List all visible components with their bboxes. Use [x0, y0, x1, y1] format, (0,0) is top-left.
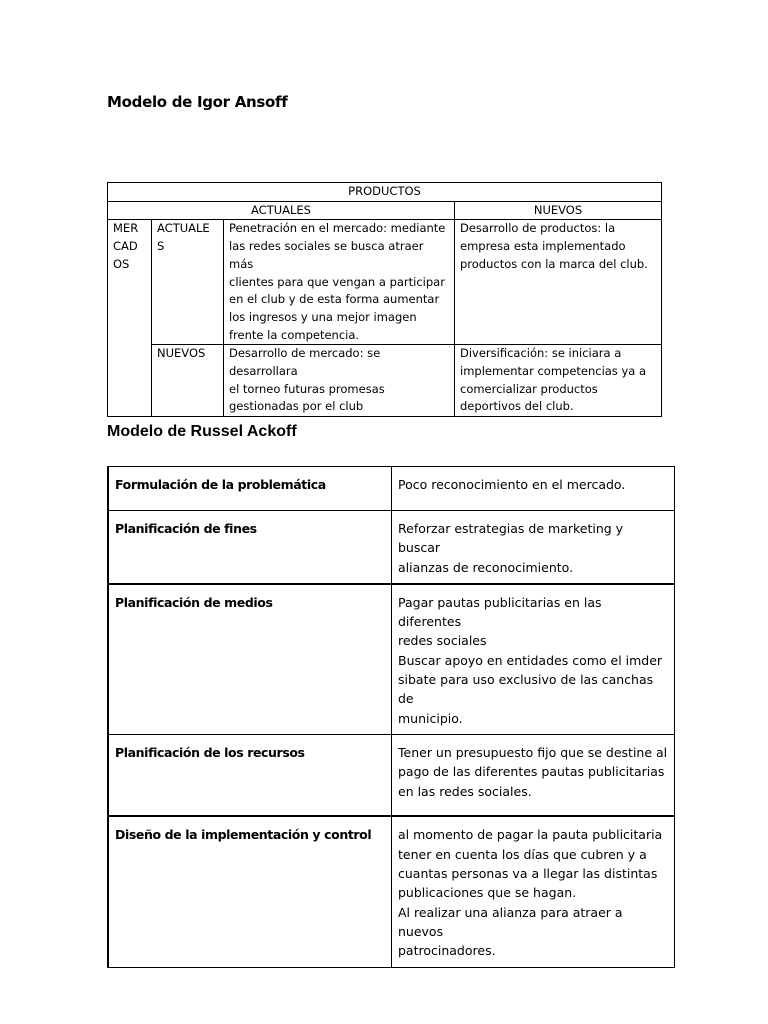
mercados-label: MER CAD OS	[108, 220, 152, 417]
ackoff-label-medios: Planificación de medios	[108, 584, 392, 735]
ackoff-label-recursos: Planificación de los recursos	[108, 734, 392, 816]
ackoff-value-medios: Pagar pautas publicitarias en las diferentes redes sociales Buscar apoyo en entidades como el imder sibate para uso exclusivo de las canchas de municipio.	[392, 584, 675, 735]
ackoff-label-implementacion: Diseño de la implementación y control	[108, 816, 392, 967]
ansoff-title: Modelo de Igor Ansoff	[107, 93, 288, 111]
ackoff-value-implementacion: al momento de pagar la pauta publicitaria tener en cuenta los días que cubren y a cuantas personas va a llegar las distintas publicaciones que se hagan. Al realizar una alianza para atraer a nuevos patrocinadores.	[392, 816, 675, 967]
penetracion-cell: Penetración en el mercado: mediante las redes sociales se busca atraer más clientes para que vengan a participar en el club y de esta forma aumentar los ingresos y una mejor imagen frente la competencia.	[224, 220, 455, 345]
ackoff-title: Modelo de Russel Ackoff	[107, 423, 297, 440]
row-nuevos-label: NUEVOS	[152, 345, 224, 417]
row-actuales-label: ACTUALE S	[152, 220, 224, 345]
ackoff-value-fines: Reforzar estrategias de marketing y buscar alianzas de reconocimiento.	[392, 511, 675, 584]
desarrollo-productos-cell: Desarrollo de productos: la empresa esta implementado productos con la marca del club.	[455, 220, 662, 345]
ansoff-matrix-table	[107, 182, 662, 417]
ackoff-value-recursos: Tener un presupuesto fijo que se destine al pago de las diferentes pautas publicitarias en las redes sociales.	[392, 734, 675, 816]
ackoff-value-formulacion: Poco reconocimiento en el mercado.	[392, 467, 675, 511]
actuales-header: ACTUALES	[108, 201, 455, 220]
nuevos-header: NUEVOS	[455, 201, 662, 220]
diversificacion-cell: Diversificación: se iniciara a implementar competencias ya a comercializar productos deportivos del club.	[455, 345, 662, 417]
desarrollo-mercado-cell: Desarrollo de mercado: se desarrollara el torneo futuras promesas gestionadas por el club	[224, 345, 455, 417]
ackoff-table	[107, 466, 675, 968]
productos-header: PRODUCTOS	[108, 183, 662, 202]
ackoff-label-formulacion: Formulación de la problemática	[108, 467, 392, 511]
ackoff-label-fines: Planificación de fines	[108, 511, 392, 584]
